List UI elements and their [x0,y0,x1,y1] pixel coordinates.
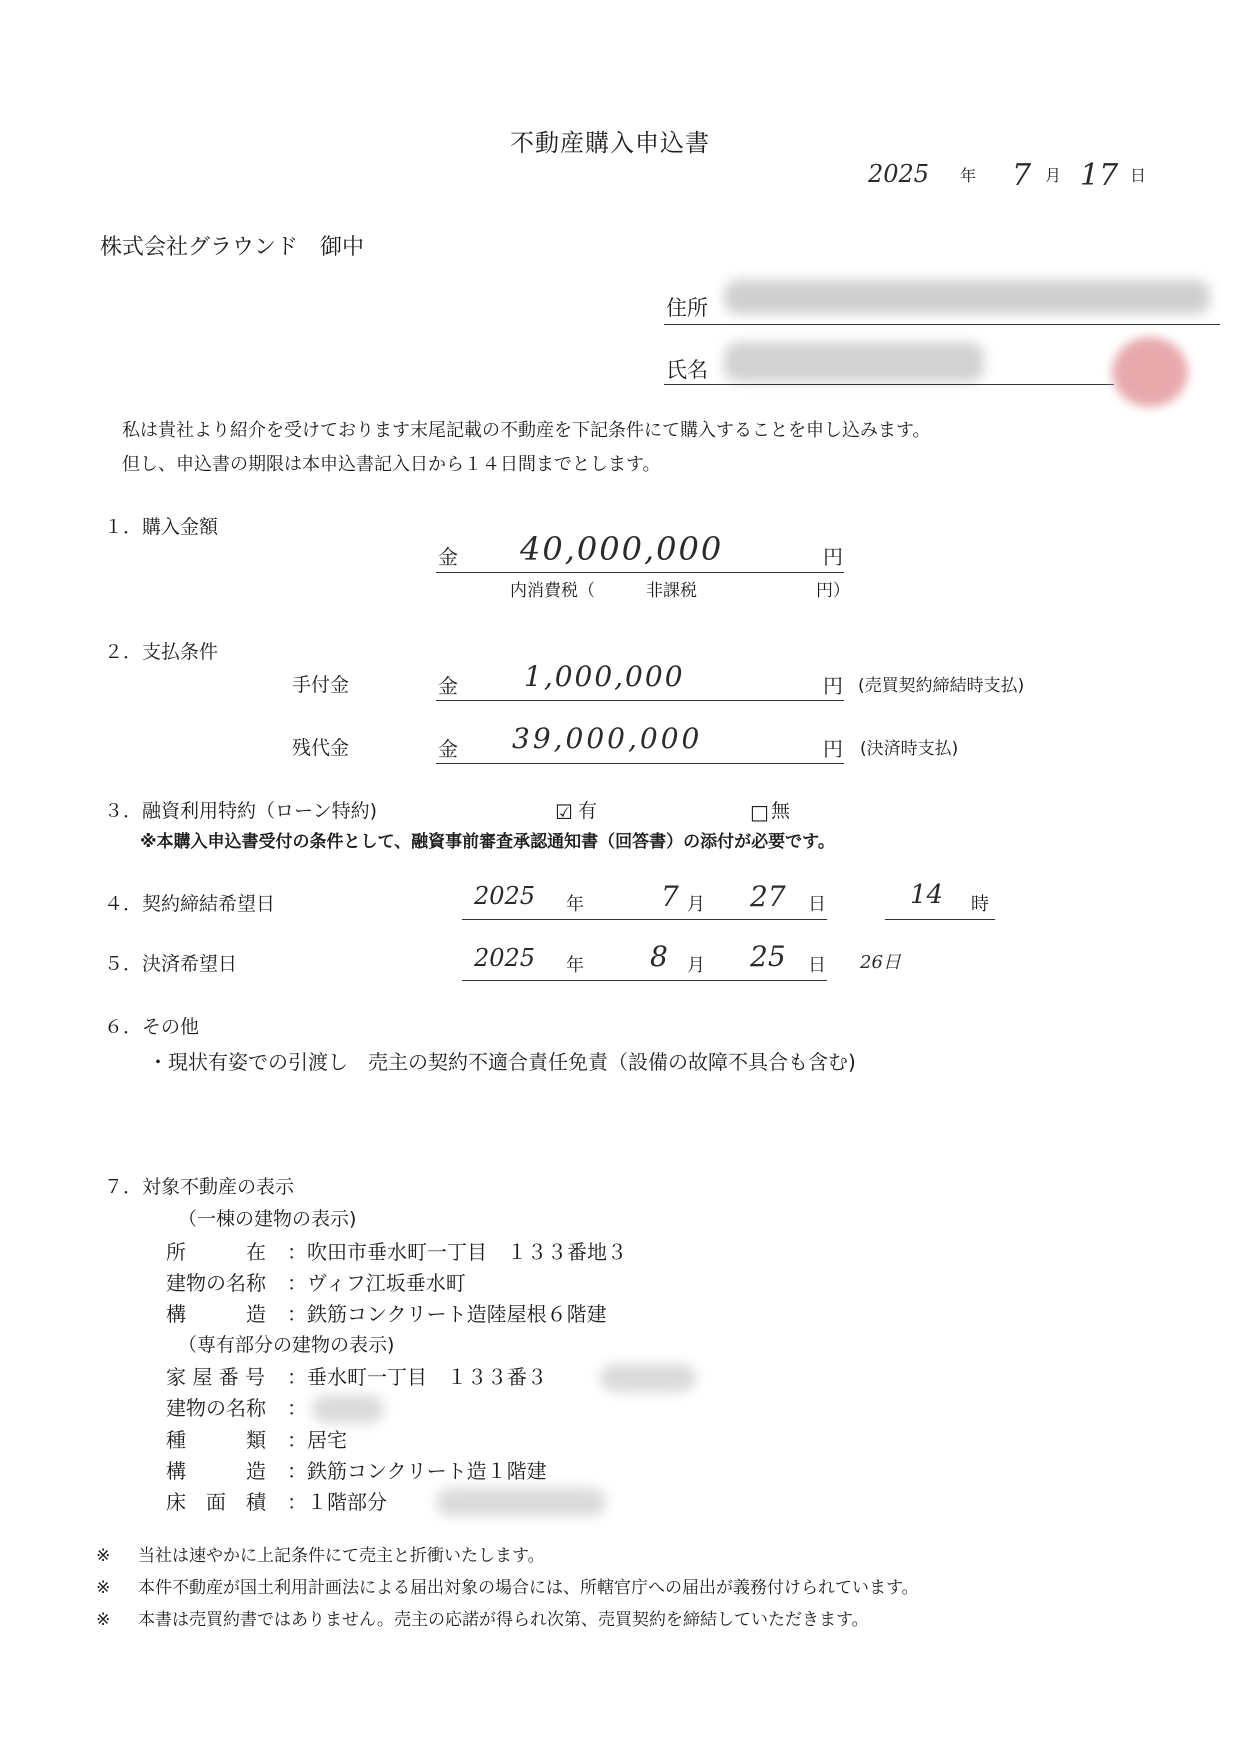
settlement-month-unit: 月 [687,955,705,976]
section-7-heading: ７．対象不動産の表示 [104,1176,295,1198]
note-3-text: 本書は売買約書ではありません。売主の応諾が得られ次第、売買契約を締結していただきます。 [138,1610,869,1630]
price-yen: 円 [823,545,843,569]
date-month: 7 [1012,158,1032,193]
contract-day-unit: 日 [808,894,826,915]
document-title: 不動産購入申込書 [510,129,710,157]
deposit-kin: 金 [438,674,458,698]
seal-redaction [1112,337,1188,407]
building-name-value: ：ヴィフ江坂垂水町 [287,1271,466,1295]
note-1-mark: ※ [96,1546,111,1566]
deposit-amount: 1,000,000 [524,660,685,693]
date-year: 2025 [868,160,930,188]
balance-yen: 円 [823,737,843,761]
settlement-day-unit: 日 [808,955,826,976]
section-3-heading: ３．融資利用特約（ローン特約) [104,800,378,822]
section-1-heading: １．購入金額 [104,516,219,538]
price-kin: 金 [438,545,458,569]
building-heading: （一棟の建物の表示) [178,1208,357,1230]
balance-kin: 金 [438,737,458,761]
date-day-unit: 日 [1130,166,1147,185]
deposit-underline [436,700,844,701]
name-redaction [724,342,984,382]
deposit-label: 手付金 [292,674,350,696]
deposit-yen: 円 [823,674,843,698]
kind-label: 種 類 [166,1428,266,1452]
note-2-mark: ※ [96,1578,111,1598]
loan-no-label: 無 [771,800,791,822]
name-label: 氏名 [666,358,708,382]
unit-name-value: ： [287,1396,307,1420]
loan-yes-checkbox[interactable]: ☑ [555,800,573,824]
loan-yes-label: 有 [578,800,598,822]
section-5-heading: ５．決済希望日 [104,953,238,975]
balance-underline [436,763,844,764]
intro-line-2: 但し、申込書の期限は本申込書記入日から１４日間までとします。 [122,454,661,475]
price-tax-note: 内消費税（ 非課税 円） [510,581,850,601]
price-underline [436,572,844,573]
date-day: 17 [1080,158,1119,193]
addressee: 株式会社グラウンド 御中 [100,235,365,260]
building-name-label: 建物の名称 [166,1271,266,1295]
contract-month-unit: 月 [687,894,705,915]
floor-area-redaction [436,1488,606,1516]
contract-day: 27 [750,880,786,913]
balance-amount: 39,000,000 [512,722,703,755]
kind-value: ：居宅 [287,1428,347,1452]
intro-line-1: 私は貴社より紹介を受けております末尾記載の不動産を下記条件にて購入することを申し込みます。 [122,420,931,441]
unit-structure-label: 構 造 [166,1459,266,1483]
section-4-heading: ４．契約締結希望日 [104,893,276,915]
contract-year-unit: 年 [566,894,584,915]
balance-note: (決済時支払) [860,739,959,759]
note-3-mark: ※ [96,1610,111,1630]
date-year-unit: 年 [960,166,977,185]
unit-structure-value: ：鉄筋コンクリート造１階建 [287,1459,547,1483]
contract-date-underline [462,919,827,920]
price-amount: 40,000,000 [520,530,724,568]
date-month-unit: 月 [1045,166,1062,185]
unit-name-label: 建物の名称 [166,1396,266,1420]
unit-heading: （専有部分の建物の表示) [178,1334,395,1356]
structure-label: 構 造 [166,1302,266,1326]
settlement-year-unit: 年 [566,955,584,976]
other-condition-item: ・現状有姿での引渡し 売主の契約不適合責任免責（設備の故障不具合も含む) [148,1050,856,1074]
settlement-month: 8 [650,940,668,973]
contract-hour-unit: 時 [971,894,989,915]
location-label: 所 在 [166,1240,266,1264]
note-2-text: 本件不動産が国土利用計画法による届出対象の場合には、所轄官庁への届出が義務付けられています。 [138,1578,919,1598]
location-value: ：吹田市垂水町一丁目 １３３番地３ [287,1240,627,1264]
contract-month: 7 [661,880,679,913]
contract-hour-underline [885,919,995,920]
settlement-alt-day: 26日 [860,952,901,973]
address-underline [664,324,1220,325]
floor-area-label: 床 面 積 [166,1490,266,1514]
settlement-date-underline [462,980,827,981]
settlement-day: 25 [750,940,786,973]
floor-area-value: ：１階部分 [287,1490,387,1514]
note-1-text: 当社は速やかに上記条件にて売主と折衝いたします。 [138,1546,545,1566]
contract-hour: 14 [910,880,944,910]
section-2-heading: ２．支払条件 [104,641,219,663]
address-label: 住所 [666,296,708,320]
deposit-note: (売買契約締結時支払) [858,676,1025,696]
structure-value: ：鉄筋コンクリート造陸屋根６階建 [287,1302,607,1326]
house-number-value: ：垂水町一丁目 １３３番３ [287,1365,547,1389]
loan-condition-note: ※本購入申込書受付の条件として、融資事前審査承認通知書（回答書）の添付が必要です。 [140,832,835,852]
address-redaction [724,280,1210,314]
unit-name-redaction [312,1395,384,1423]
house-number-label: 家 屋 番 号 [166,1365,266,1389]
section-6-heading: ６．その他 [104,1016,200,1038]
loan-no-checkbox[interactable]: □ [750,800,769,824]
contract-year: 2025 [474,882,536,910]
balance-label: 残代金 [292,737,350,759]
house-number-redaction [600,1364,696,1392]
name-underline [664,384,1114,385]
settlement-year: 2025 [474,944,536,972]
